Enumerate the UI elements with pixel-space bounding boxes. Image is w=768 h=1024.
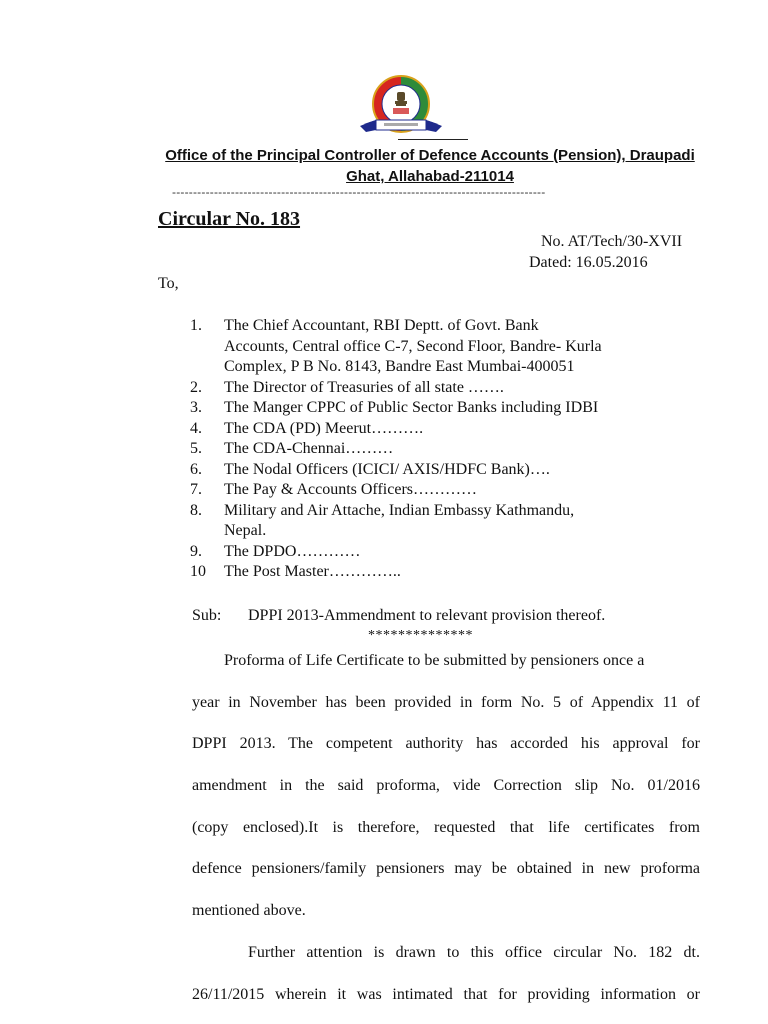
list-item: 7. The Pay & Accounts Officers………… (190, 481, 477, 498)
list-item: 8. Military and Air Attache, Indian Embassy Kathmandu, Nepal. (190, 501, 575, 539)
circular-title: Circular No. 183 (158, 208, 301, 230)
list-item: 6. The Nodal Officers (ICICI/ AXIS/HDFC Bank)…. (190, 460, 550, 478)
list-item: 10 The Post Master………….. (190, 563, 401, 580)
stars-divider: ************** (368, 628, 473, 643)
subject-label: Sub: (192, 607, 222, 624)
list-item: 3. The Manger CPPC of Public Sector Banks including IDBI (190, 399, 599, 416)
office-name-line2: Ghat, Allahabad-211014 (346, 168, 514, 185)
list-item: 4. The CDA (PD) Meerut………. (190, 419, 424, 437)
list-item: 1. The Chief Accountant, RBI Deptt. of Govt. Bank Accounts, Central office C-7, Second Floor, Bandre- Kurla Complex, P B No. 8143, Bandre East Mumbai-400051 (190, 317, 602, 375)
list-item: 5. The CDA-Chennai……… (190, 440, 394, 457)
logo-underline (398, 139, 468, 140)
separator-line: ----------------------------------------------------------------------------------------- (172, 185, 546, 199)
subject-text: DPPI 2013-Ammendment to relevant provision thereof. (248, 607, 606, 624)
addressee-to: To, (158, 275, 179, 292)
office-name-line1: Office of the Principal Controller of Defence Accounts (Pension), Draupadi (165, 147, 695, 164)
list-item: 9. The DPDO………… (190, 542, 361, 560)
department-seal-logo (356, 74, 446, 142)
reference-number: No. AT/Tech/30-XVII (541, 233, 683, 250)
subject-line (192, 607, 605, 625)
body-paragraph-1: Proforma of Life Certificate to be submitted by pensioners once a year in November has been provided in form No. 5 of Appendix 11 of DPPI 2013. The competent authority has accorded his approval for amendment in the said proforma, vide Correction slip No. 01/2016 (copy enclosed).It is therefore, requested that life certificates from defence pensioners/family pensioners may be obtained in new proforma mentioned above. (192, 652, 700, 920)
dated-line: Dated: 16.05.2016 (529, 254, 648, 271)
recipients-list (190, 316, 660, 583)
body-paragraph-2: Further attention is drawn to this office circular No. 182 dt. 26/11/2015 wherein it was intimated that for providing information or (192, 944, 700, 1003)
list-item: 2. The Director of Treasuries of all state ……. (190, 378, 504, 396)
